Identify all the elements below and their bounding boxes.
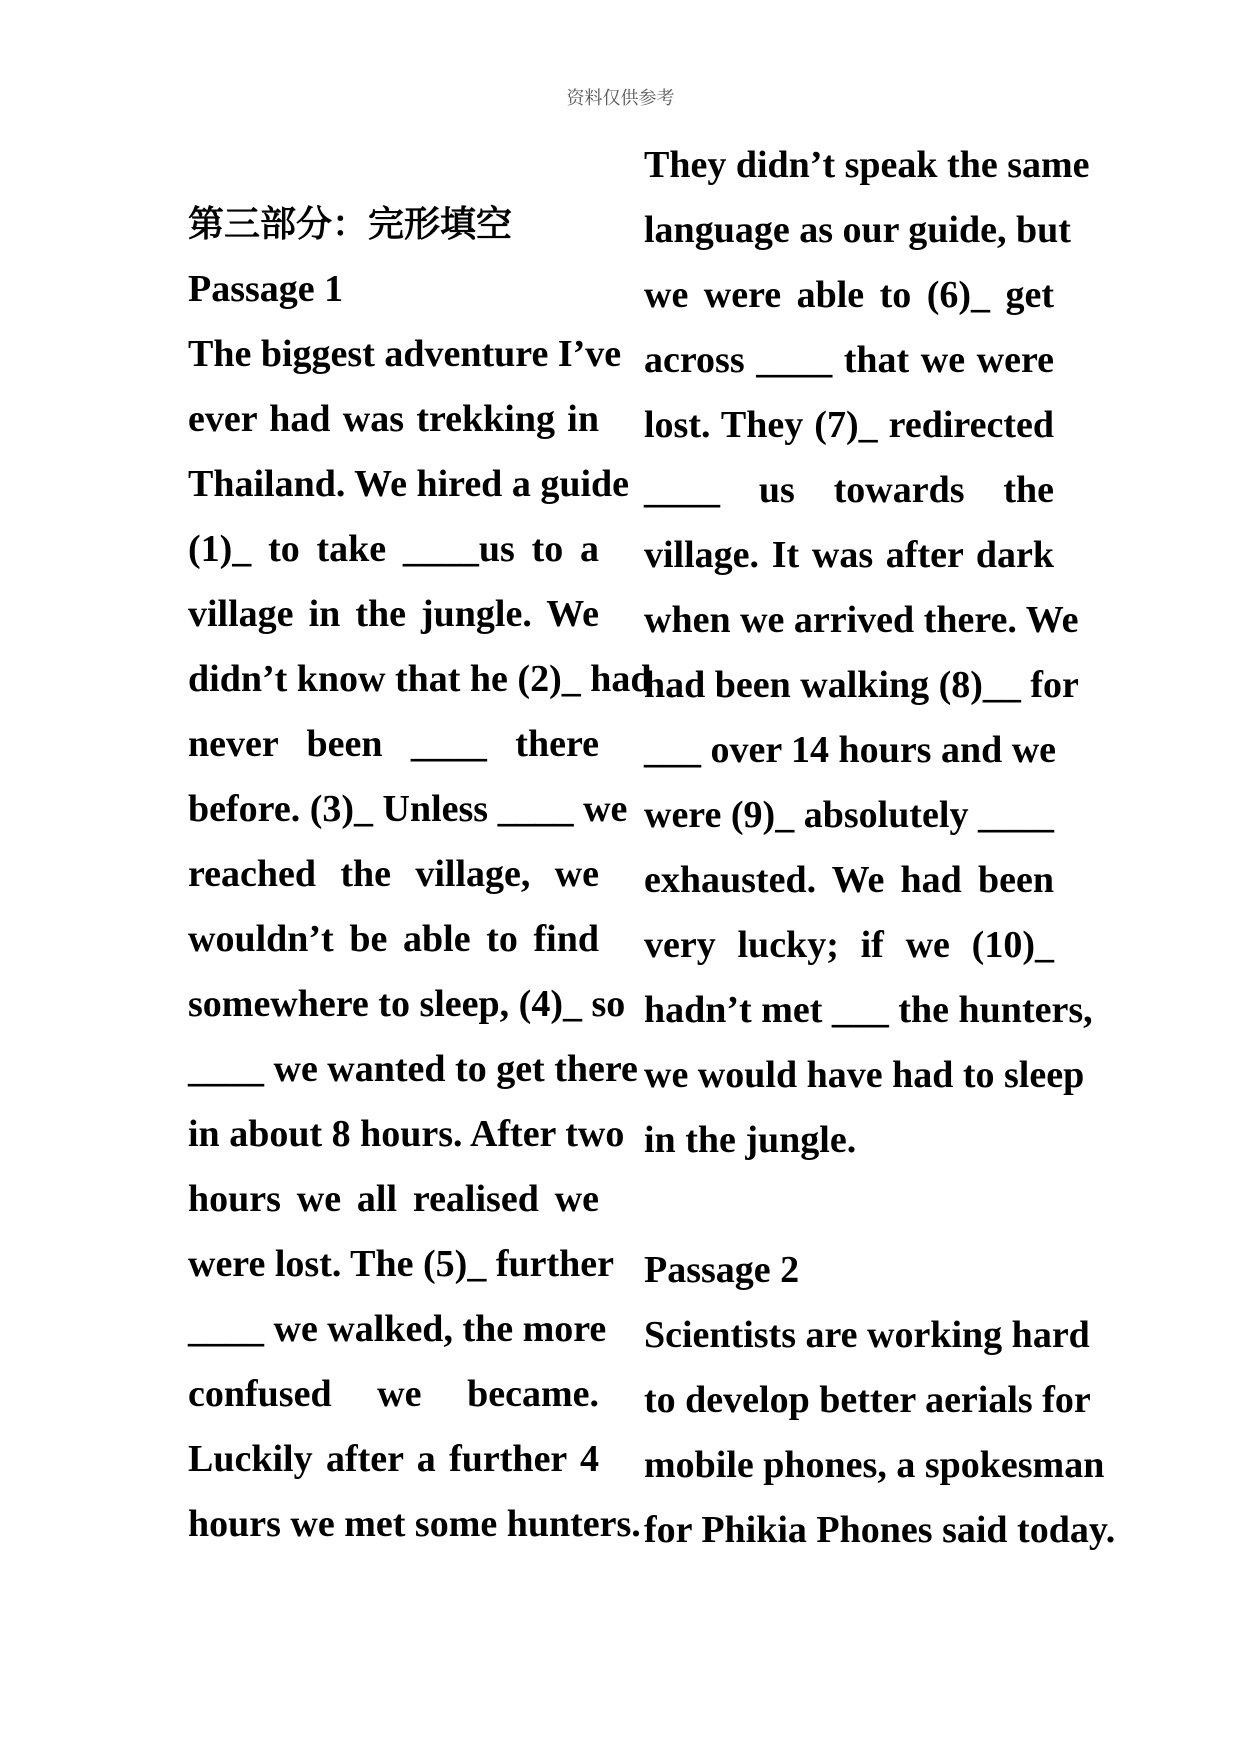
text-line: ___ over 14 hours and we — [644, 729, 1057, 771]
passage-2-title: Passage 2 — [644, 1249, 800, 1291]
text-line: had been walking (8)__ for — [644, 664, 1079, 706]
text-line: reached the village, we — [188, 853, 599, 895]
text-line: hours we all realised we — [188, 1178, 599, 1220]
text-line: hadn’t met ___ the hunters, — [644, 989, 1093, 1031]
text-line: lost. They (7)_ redirected — [644, 404, 1054, 446]
text-line: very lucky; if we (10)_ — [644, 924, 1054, 966]
passage-1-text-left — [188, 322, 652, 1557]
text-line: were lost. The (5)_ further — [188, 1243, 614, 1285]
text-line: didn’t know that he (2)_ had — [188, 658, 652, 700]
text-line: exhausted. We had been — [644, 859, 1054, 901]
text-line: Scientists are working hard — [644, 1314, 1090, 1356]
text-line: ever had was trekking in — [188, 398, 599, 440]
text-line: in the jungle. — [644, 1119, 857, 1161]
passage-1-text-right — [644, 133, 1093, 1173]
text-line: before. (3)_ Unless ____ we — [188, 788, 628, 830]
text-line: for Phikia Phones said today. — [644, 1509, 1116, 1551]
section-title: 第三部分：完形填空 — [188, 204, 513, 245]
text-line: ____ we wanted to get there — [188, 1048, 638, 1090]
text-line: wouldn’t be able to find — [188, 918, 599, 960]
text-line: ____ we walked, the more — [188, 1308, 607, 1350]
text-line: somewhere to sleep, (4)_ so — [188, 983, 626, 1025]
text-line: ____ us towards the — [644, 469, 1054, 511]
text-line: were (9)_ absolutely ____ — [644, 794, 1054, 836]
text-line: in about 8 hours. After two — [188, 1113, 625, 1155]
text-line: Luckily after a further 4 — [188, 1438, 599, 1480]
text-line: village. It was after dark — [644, 534, 1054, 576]
page-header: 资料仅供参考 — [566, 88, 675, 109]
text-line: village in the jungle. We — [188, 593, 599, 635]
left-column — [188, 192, 652, 1557]
text-line: we were able to (6)_ get — [644, 274, 1054, 316]
text-line: (1)_ to take ____us to a — [188, 528, 599, 570]
text-line: hours we met some hunters. — [188, 1503, 641, 1545]
right-column — [644, 133, 1116, 1563]
paragraph-gap — [644, 1173, 1054, 1238]
text-line: across ____ that we were — [644, 339, 1054, 381]
text-line: never been ____ there — [188, 723, 599, 765]
passage-1-title: Passage 1 — [188, 268, 344, 310]
text-line: when we arrived there. We — [644, 599, 1079, 641]
text-line: The biggest adventure I’ve — [188, 333, 622, 375]
text-line: They didn’t speak the same — [644, 144, 1090, 186]
passage-2-text — [644, 1303, 1116, 1563]
text-line: we would have had to sleep — [644, 1054, 1085, 1096]
text-line: Thailand. We hired a guide — [188, 463, 630, 505]
text-line: language as our guide, but — [644, 209, 1071, 251]
text-line: confused we became. — [188, 1373, 599, 1415]
text-line: to develop better aerials for — [644, 1379, 1091, 1421]
text-line: mobile phones, a spokesman — [644, 1444, 1105, 1486]
